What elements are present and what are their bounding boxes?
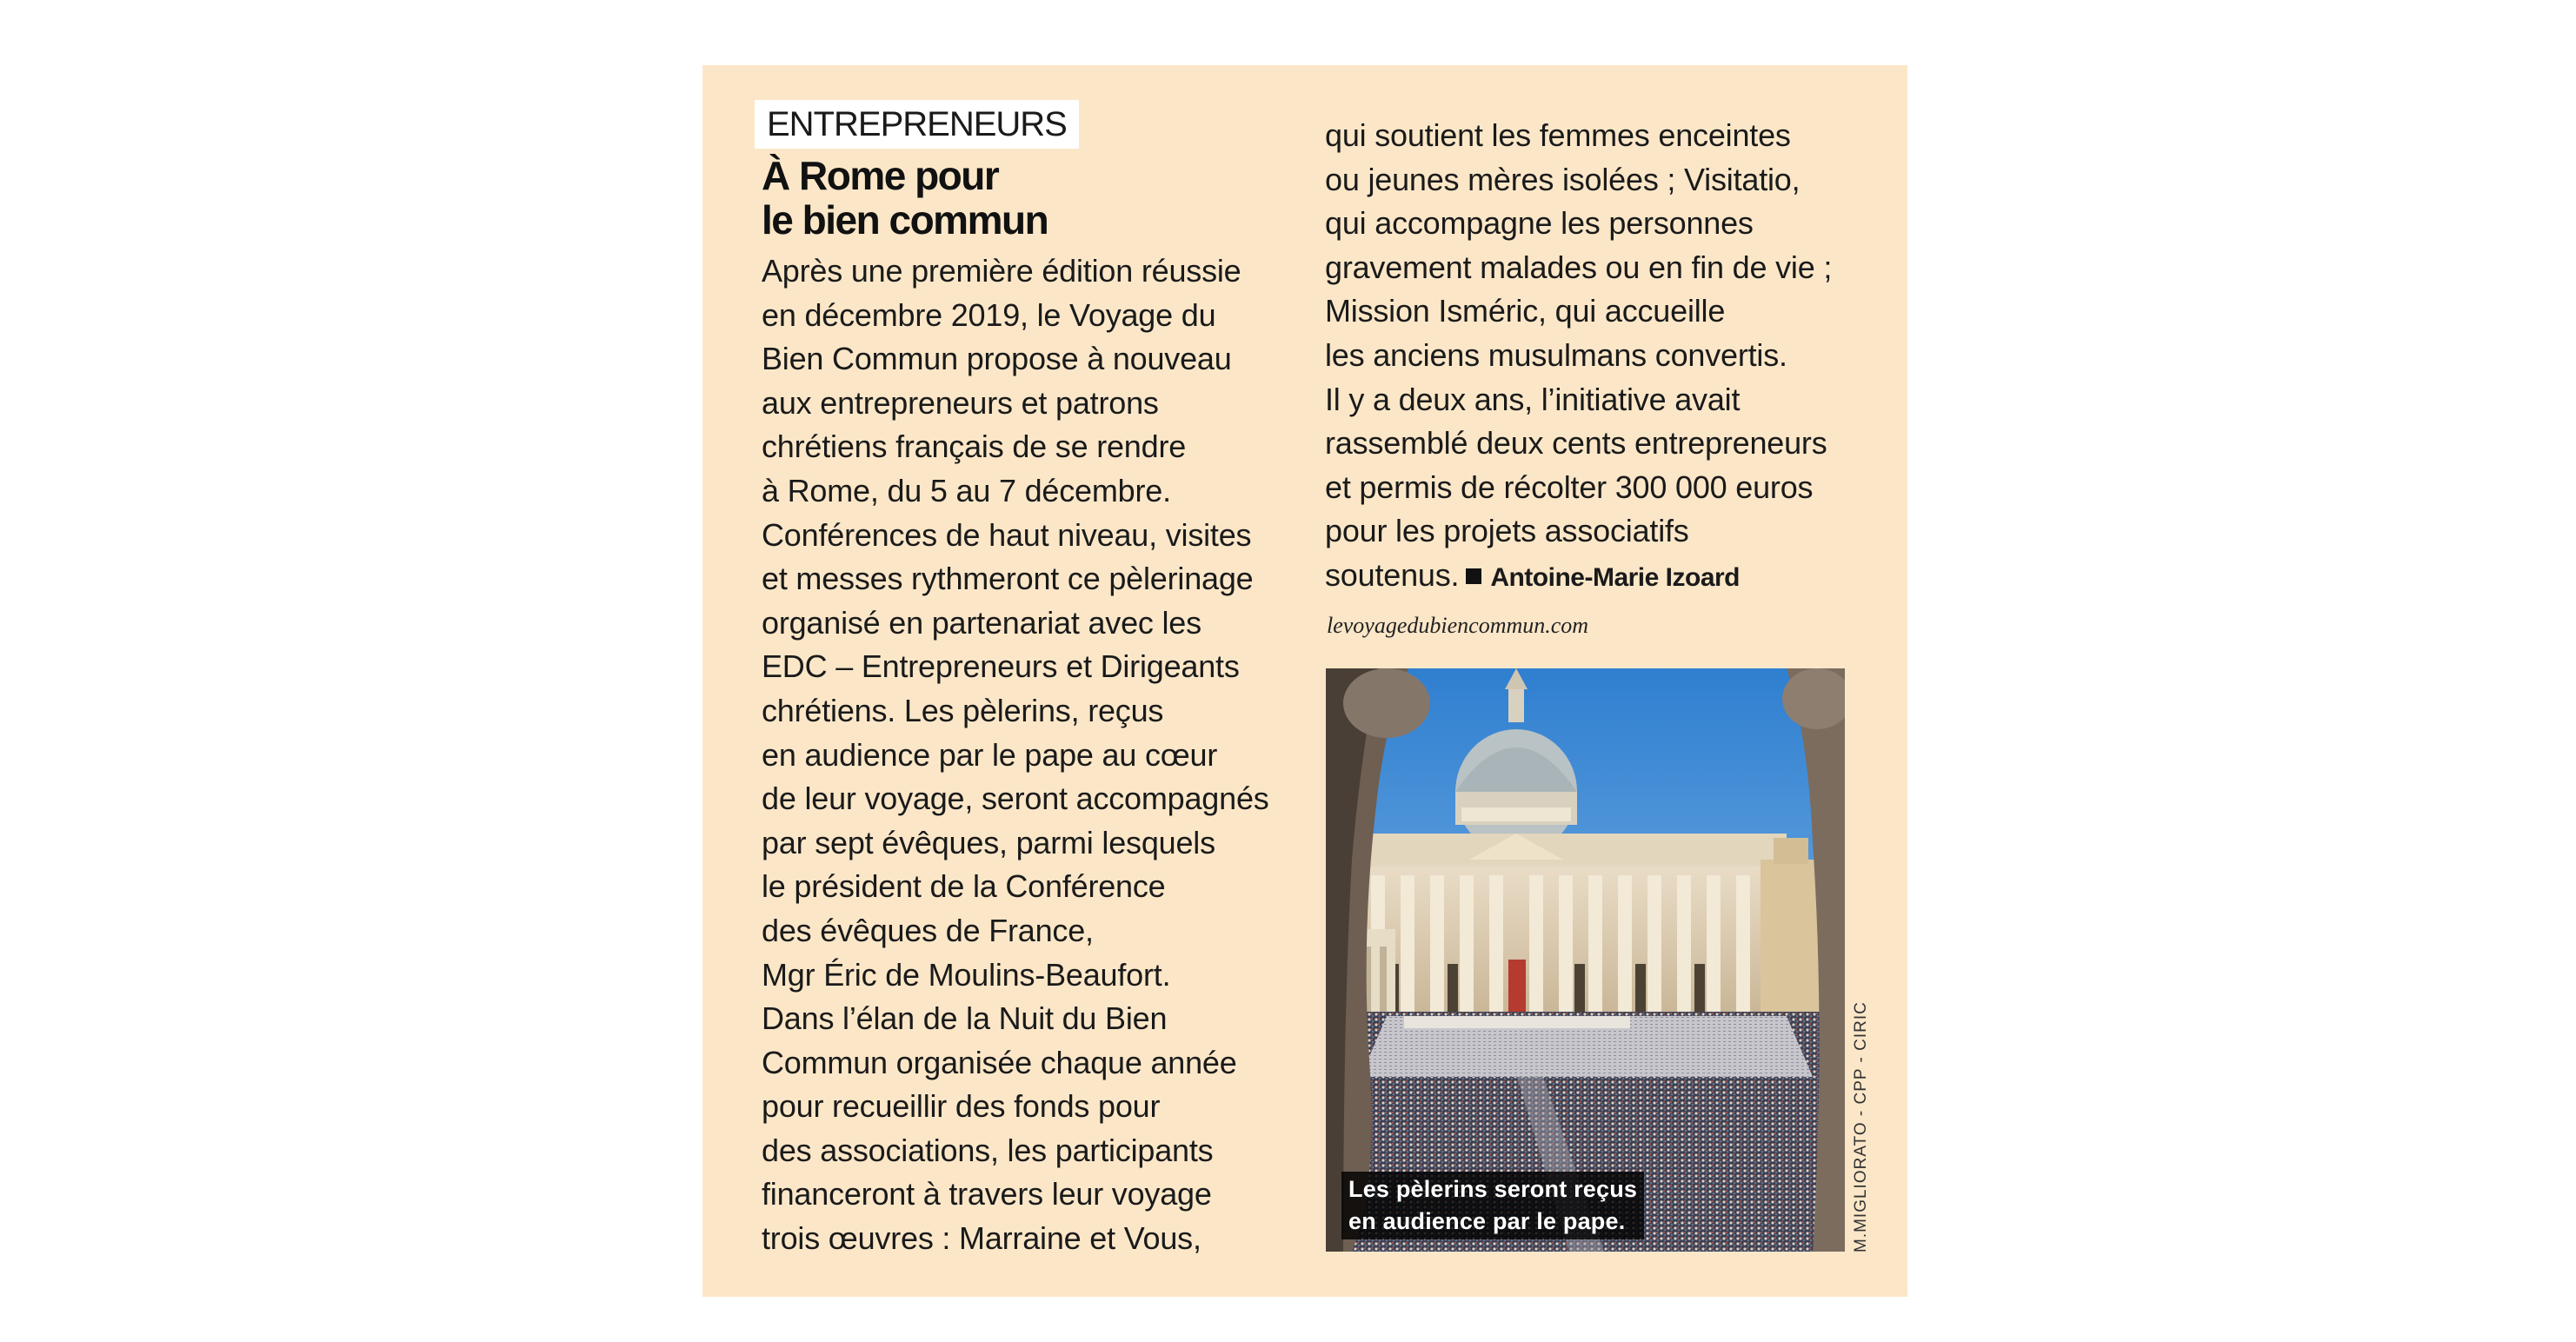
photo-credit: M.MIGLIORATO - CPP - CIRIC (1852, 1001, 1870, 1252)
body-column-2 (1325, 114, 1881, 601)
article-box (702, 65, 1907, 1297)
photo-caption: Les pèlerins seront reçus en audience par le pape. (1341, 1172, 1644, 1239)
body-column-2-text: qui soutient les femmes enceintes ou jeunes mères isolées ; Visitatio, qui accompagne les personnes gravement malades ou en fin de vie ; Mission Isméric, qui accueille les anciens musulmans convertis. Il y a deux ans, l’initiative avait rassemblé deux cents entrepreneurs et permis de récolter 300 000 euros pour les projets associatifs soutenus. (1325, 117, 1833, 593)
headline-text: À Rome pour le bien commun (762, 153, 1048, 242)
end-mark-square (1466, 568, 1481, 584)
basilica-illustration (1326, 668, 1845, 1252)
body-column-1: Après une première édition réussie en décembre 2019, le Voyage du Bien Commun propose à nouveau aux entrepreneurs et patrons chrétiens français de se rendre à Rome, du 5 au 7 décembre. Conférences de haut niveau, visites et messes rythmeront ce pèlerinage organisé en partenariat avec les EDC – Entrepreneurs et Dirigeants chrétiens. Les pèlerins, reçus en audience par le pape au cœur de leur voyage, seront accompagnés par sept évêques, parmi lesquels le président de la Conférence des évêques de France, Mgr Éric de Moulins-Beaufort. Dans l’élan de la Nuit du Bien Commun organisée chaque année pour recueillir des fonds pour des associations, les participants financeront à travers leur voyage trois œuvres : Marraine et Vous, (762, 253, 1269, 1257)
website-link[interactable]: levoyagedubiencommun.com (1327, 613, 1589, 638)
author-signature: Antoine-Marie Izoard (1490, 562, 1741, 592)
article-headline (762, 154, 1248, 242)
basilica-photo (1326, 668, 1845, 1252)
section-kicker: ENTREPRENEURS (755, 100, 1079, 149)
